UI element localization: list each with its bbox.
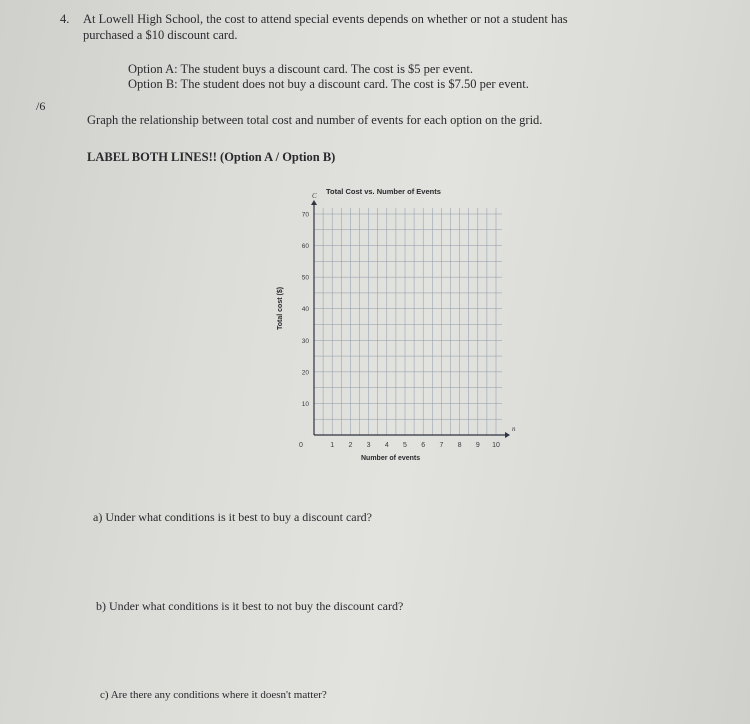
- x-tick-label: 4: [384, 442, 389, 449]
- y-tick-label: 40: [301, 306, 309, 314]
- origin-label: 0: [299, 442, 303, 449]
- subquestion-c: c) Are there any conditions where it doesn't matter?: [100, 689, 327, 701]
- x-tick-label: 10: [492, 442, 500, 449]
- y-tick-label: 10: [301, 400, 309, 408]
- y-tick-label: 70: [301, 211, 309, 219]
- y-axis-arrow: [311, 200, 317, 205]
- y-tick-label: 60: [301, 243, 309, 251]
- y-axis-label: Total cost ($): [277, 286, 284, 330]
- x-tick-label: 1: [330, 442, 335, 449]
- x-axis-label: Number of events: [361, 455, 421, 462]
- y-tick-label: 30: [301, 337, 309, 345]
- graph-instruction: Graph the relationship between total cost and number of events for each option on the grid.: [87, 113, 543, 127]
- option-a-text: Option A: The student buys a discount card. The cost is $5 per event.: [128, 62, 473, 76]
- x-tick-label: 9: [475, 442, 480, 449]
- x-tick-label: 7: [439, 442, 444, 449]
- score-mark: /6: [36, 99, 46, 113]
- subquestion-a: a) Under what conditions is it best to buy a discount card?: [93, 510, 372, 524]
- x-tick-label: 3: [366, 442, 371, 449]
- y-axis-variable: C: [312, 192, 317, 200]
- option-b-text: Option B: The student does not buy a discount card. The cost is $7.50 per event.: [128, 77, 529, 91]
- question-text-line-2: purchased a $10 discount card.: [83, 28, 238, 42]
- y-tick-label: 50: [301, 274, 309, 282]
- chart-title: Total Cost vs. Number of Events: [326, 187, 441, 196]
- x-axis-arrow: [505, 432, 510, 438]
- question-number: 4.: [60, 12, 70, 26]
- label-instruction: LABEL BOTH LINES!! (Option A / Option B): [87, 150, 336, 164]
- x-axis-variable: n: [512, 425, 516, 433]
- x-tick-label: 8: [457, 442, 462, 449]
- question-text-line-1: At Lowell High School, the cost to attend special events depends on whether or not a student has: [83, 12, 568, 26]
- x-tick-label: 2: [348, 442, 353, 449]
- graph-grid[interactable]: [286, 192, 516, 455]
- subquestion-b: b) Under what conditions is it best to not buy the discount card?: [96, 599, 404, 613]
- y-tick-label: 20: [301, 369, 309, 377]
- x-tick-label: 6: [421, 442, 426, 449]
- x-tick-label: 5: [403, 442, 407, 449]
